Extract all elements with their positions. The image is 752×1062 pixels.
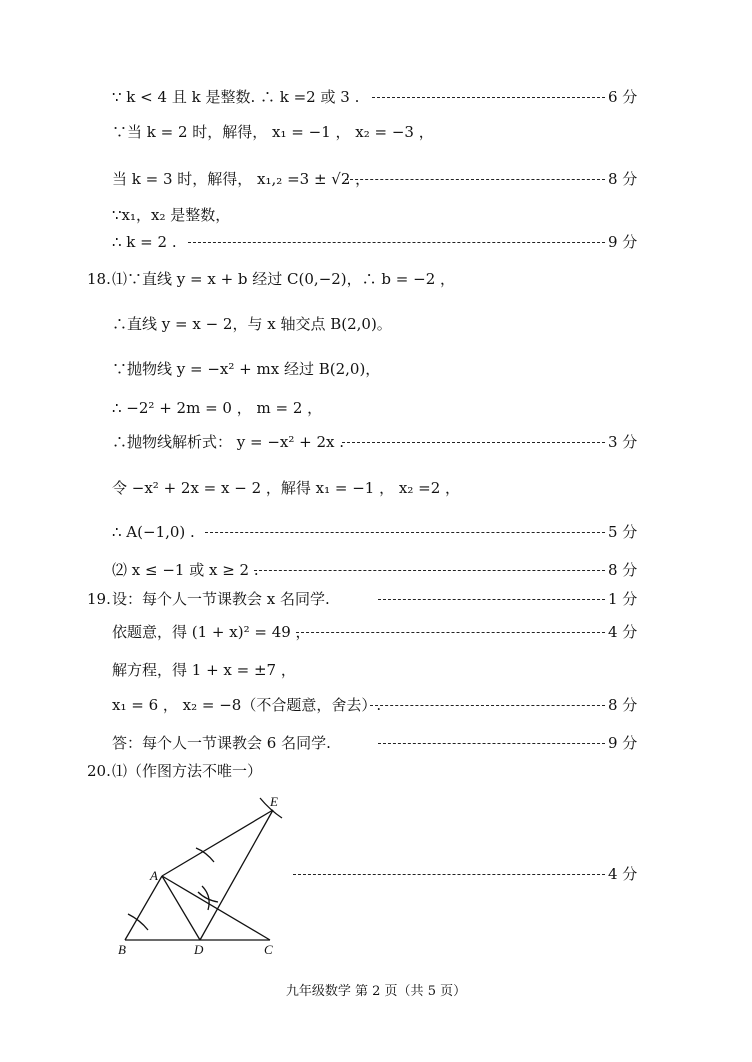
dotted-leader <box>378 599 605 600</box>
score: 3 分 <box>608 433 638 451</box>
dotted-leader <box>293 874 605 875</box>
score: 8 分 <box>608 696 638 714</box>
segment-ad <box>162 876 200 940</box>
dotted-leader <box>254 570 605 571</box>
line-text: ∴ −2² + 2m = 0 ， m = 2 ， <box>112 399 323 417</box>
line-text: 答：每个人一节课教会 6 名同学. <box>112 734 331 752</box>
score: 9 分 <box>608 734 638 752</box>
question-line <box>0 265 752 293</box>
solution-line <box>0 691 752 719</box>
dotted-leader <box>372 97 605 98</box>
solution-line <box>0 310 752 338</box>
line-text: 令 −x² + 2x = x − 2 ，解得 x₁ = −1 ， x₂ =2 ， <box>112 479 461 497</box>
line-text: ∴抛物线解析式： y = −x² + 2x . <box>112 433 345 451</box>
segment-ae <box>162 810 273 876</box>
question-number: 19. <box>87 590 111 608</box>
line-text: ∴ k = 2 . <box>112 233 177 251</box>
score: 1 分 <box>608 590 638 608</box>
page-footer: 九年级数学 第 2 页（共 5 页） <box>285 984 467 999</box>
point-label-b: B <box>118 942 126 957</box>
point-label-a: A <box>150 868 158 883</box>
segment-ab <box>125 876 162 940</box>
solution-line <box>0 394 752 422</box>
dotted-leader <box>205 532 605 533</box>
score: 9 分 <box>608 233 638 251</box>
solution-line <box>0 656 752 684</box>
dotted-leader <box>370 705 605 706</box>
question-line <box>0 585 752 613</box>
segment-ac <box>162 876 270 940</box>
point-label-e: E <box>270 794 278 809</box>
dotted-leader <box>345 179 605 180</box>
line-text: 当 k = 3 时，解得， x₁,₂ =3 ± √2 ， <box>112 170 371 188</box>
dotted-leader <box>378 743 605 744</box>
solution-line <box>0 556 752 584</box>
solution-line <box>0 201 752 229</box>
solution-line <box>0 729 752 757</box>
line-text: ∵抛物线 y = −x² + mx 经过 B(2,0)， <box>112 360 381 378</box>
question-number: 20. <box>87 762 111 780</box>
dotted-leader <box>296 632 605 633</box>
solution-line <box>0 518 752 546</box>
solution-line <box>0 228 752 256</box>
line-text: 设：每个人一节课教会 x 名同学. <box>112 590 330 608</box>
score: 4 分 <box>608 623 638 641</box>
solution-line <box>0 355 752 383</box>
line-text: ⑵ x ≤ −1 或 x ≥ 2 . <box>112 561 259 579</box>
line-text: ∵当 k = 2 时，解得， x₁ = −1 ， x₂ = −3 ， <box>112 123 434 141</box>
score: 6 分 <box>608 88 638 106</box>
solution-line <box>0 118 752 146</box>
line-text: ∴直线 y = x − 2，与 x 轴交点 B(2,0)。 <box>112 315 392 333</box>
solution-line <box>0 83 752 111</box>
score: 5 分 <box>608 523 638 541</box>
line-text: 依题意，得 (1 + x)² = 49 ， <box>112 623 311 641</box>
solution-line <box>0 165 752 193</box>
score: 4 分 <box>608 865 638 883</box>
solution-line <box>0 474 752 502</box>
line-text: ∵ k < 4 且 k 是整数. ∴ k =2 或 3 . <box>112 88 360 106</box>
dotted-leader <box>188 242 605 243</box>
score: 8 分 <box>608 170 638 188</box>
line-text: ⑴∵直线 y = x + b 经过 C(0,−2)，∴ b = −2 ， <box>112 270 456 288</box>
line-text: ⑴（作图方法不唯一） <box>112 762 263 780</box>
solution-line <box>0 618 752 646</box>
question-line <box>0 757 752 785</box>
line-text: ∴ A(−1,0) . <box>112 523 195 541</box>
line-text: 解方程，得 1 + x = ±7 ， <box>112 661 296 679</box>
dotted-leader <box>342 442 605 443</box>
score: 8 分 <box>608 561 638 579</box>
question-number: 18. <box>87 270 111 288</box>
line-text: x₁ = 6 ， x₂ = −8（不合题意，舍去）. <box>112 696 382 714</box>
line-text: ∵x₁，x₂ 是整数， <box>112 206 231 224</box>
point-label-d: D <box>194 942 204 957</box>
construction-figure <box>110 788 300 958</box>
point-label-c: C <box>264 942 273 957</box>
solution-line <box>0 428 752 456</box>
